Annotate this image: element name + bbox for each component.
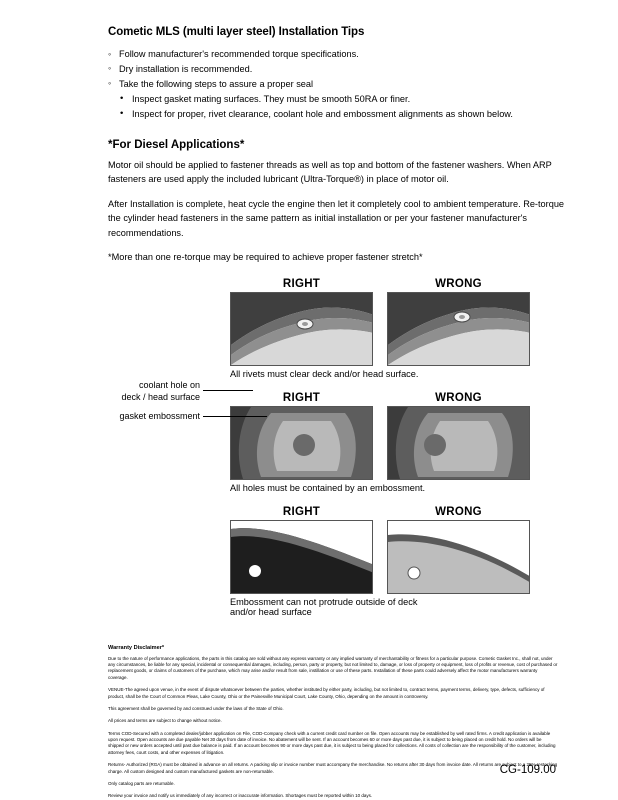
figure-group-protrusion xyxy=(230,520,530,594)
list-item: ◦ Follow manufacturer's recommended torque specifications. xyxy=(108,47,578,62)
tips-sublist xyxy=(108,92,578,122)
page-title: Cometic MLS (multi layer steel) Installation Tips xyxy=(108,26,365,38)
warranty-paragraph: VENUE-The agreed upon venue, in the event of dispute whatsoever between the parties, whether instituted by either party, including, but not limited to, contract terms, payment terms, delivery, type, defects, sufficiency of product, shall be the Court of Common Pleas, Lake County, Ohio or the Painesville Municipal Court, Lake County, Ohio, depending on the amount in controversy. xyxy=(108,687,545,699)
diesel-heading: *For Diesel Applications* xyxy=(108,138,245,151)
warranty-paragraph: Terms COD-Secured with a completed dealer/jobber application on File, COD-Company check with a current credit card number on file. Open accounts may be established by well rated firms. A credit application is available upon request. Open accounts are due payable Net 30 days from date of invoice. No abatement will be sent. If an account becomes 60 or more days past due, it is subject to being placed on credit hold. No orders will be shipped or new orders accepted until past due balance is paid. If an account becomes 90 or more days past due, it is subject to being placed for collections. All costs of collection are the responsibility of the customer, including attorney fees, court costs, and other expenses of litigation. xyxy=(108,730,556,755)
callout-coolant-hole: coolant hole on deck / head surface xyxy=(121,379,200,402)
warranty-paragraph: Due to the nature of performance applications, the parts in this catalog are sold without any express warranty or any implied warranty of merchantability or fitness for a particular purpose. Cometic Gasket Inc., shall not, under any circumstances, be liable for any special, incidental or consequential damages, including, person, party or property, but not limited to, damage, or loss of property or equipment, loss of profits or revenue, cost of purchased or replacement goods, or claims of customers of the purchase, which may arise and/or result from sale, instillation or use of these parts. Installation of these parts could adversely affect the motor manufacturers warranty coverage. xyxy=(108,655,558,680)
diesel-paragraph-1: Motor oil should be applied to fastener threads as well as top and bottom of the fastener washers. When ARP fasteners are used apply the included lubricant (Ultra-Torque®) in place of motor oil. xyxy=(108,159,552,185)
figure-rivet-wrong xyxy=(387,292,530,366)
figures-section xyxy=(119,277,530,617)
callout-gasket-embossment: gasket embossment xyxy=(119,410,200,421)
figure-protrusion-wrong xyxy=(387,520,530,594)
document-number: CG-109.00 xyxy=(499,764,556,776)
figure-heading-right: RIGHT xyxy=(282,391,321,404)
figure-heading-wrong: WRONG xyxy=(435,277,482,290)
callout-embossment-leader xyxy=(203,416,267,417)
figure-heading-right: RIGHT xyxy=(282,505,321,518)
figure-group-protrusion-headings xyxy=(230,506,530,520)
diesel-note: *More than one re-torque may be required to achieve proper fastener stretch* xyxy=(108,252,423,263)
figure-heading-right: RIGHT xyxy=(282,277,321,290)
list-item: ◦ Take the following steps to assure a proper seal xyxy=(108,77,578,92)
figure-caption-holes: All holes must be contained by an embossment. xyxy=(230,482,426,493)
figure-group-rivets-headings xyxy=(230,278,530,292)
figure-heading-wrong: WRONG xyxy=(435,505,482,518)
warranty-paragraph: All prices and terms are subject to change without notice. xyxy=(108,718,222,724)
figure-rivet-right xyxy=(230,292,373,366)
warranty-paragraph: Only catalog parts are returnable. xyxy=(108,780,175,786)
warranty-paragraph: This agreement shall be governed by and construed under the laws of the State of Ohio. xyxy=(108,705,284,711)
list-item: • Inspect for proper, rivet clearance, coolant hole and embossment alignments as shown below. xyxy=(120,107,578,122)
figure-caption-rivets: All rivets must clear deck and/or head surface. xyxy=(230,368,419,379)
list-item: ◦ Dry installation is recommended. xyxy=(108,62,578,77)
figure-caption-protrusion-line2: and/or head surface xyxy=(230,606,312,617)
figure-caption-protrusion-line1: Embossment can not protrude outside of deck xyxy=(230,596,418,607)
tips-list xyxy=(108,47,578,92)
figure-protrusion-right xyxy=(230,520,373,594)
figure-hole-wrong xyxy=(387,406,530,480)
diesel-paragraph-2: After Installation is complete, heat cycle the engine then let it completely cool to ambient temperature. Re-torque the cylinder head fasteners in the same pattern as initial installation or per your fastener manufacturer's recommendations. xyxy=(108,198,565,238)
figure-group-rivets xyxy=(230,292,530,366)
warranty-paragraph: Review your invoice and notify us immediately of any incorrect or inaccurate information. Shortages must be reported within 10 days. xyxy=(108,793,373,799)
warranty-heading: Warranty Disclaimer* xyxy=(108,644,165,651)
figure-heading-wrong: WRONG xyxy=(435,391,482,404)
figure-group-holes xyxy=(230,406,530,480)
figure-group-holes-headings xyxy=(230,392,530,406)
figure-hole-right xyxy=(230,406,373,480)
list-item: • Inspect gasket mating surfaces. They must be smooth 50RA or finer. xyxy=(120,92,578,107)
warranty-paragraph: Returns- Authorized (RGA) must be obtained in advance on all returns. A packing slip or invoice number must accompany the merchandise. No returns after 30 days from invoice date. All returns are subject to a 25% restocking charge. All custom designed and custom manufactured gaskets are non-returnable. xyxy=(108,762,558,774)
callout-coolant-leader xyxy=(203,390,253,391)
warranty-section xyxy=(108,645,558,800)
